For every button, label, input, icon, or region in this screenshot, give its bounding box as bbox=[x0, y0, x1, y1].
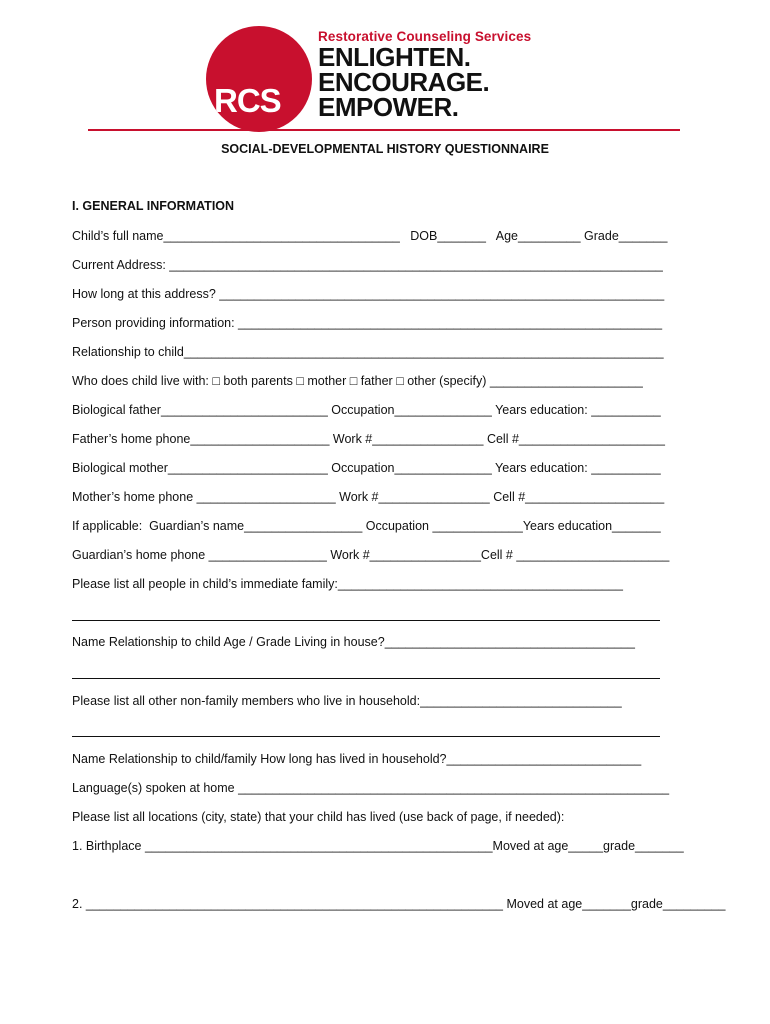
form-title: SOCIAL-DEVELOPMENTAL HISTORY QUESTIONNAIRE bbox=[221, 142, 549, 156]
field-relationship-to-child[interactable]: Relationship to child_____________________________________________________________________ bbox=[72, 345, 664, 359]
field-immediate-family[interactable]: Please list all people in child’s immediate family:_________________________________________ bbox=[72, 577, 623, 591]
field-birthplace[interactable]: 1. Birthplace __________________________________________________Moved at age_____grade_______ bbox=[72, 839, 684, 853]
blank-line[interactable] bbox=[72, 620, 660, 621]
logo-circle bbox=[206, 26, 312, 132]
field-person-providing-info[interactable]: Person providing information: _____________________________________________________________ bbox=[72, 316, 663, 330]
tagline-encourage: ENCOURAGE. bbox=[318, 67, 490, 97]
field-how-long-at-address[interactable]: How long at this address? ________________________________________________________________ bbox=[72, 287, 665, 301]
header-divider bbox=[88, 129, 680, 131]
field-current-address[interactable]: Current Address: _______________________________________________________________________ bbox=[72, 258, 663, 272]
field-non-family-members[interactable]: Please list all other non-family members who live in household:_____________________________ bbox=[72, 694, 622, 708]
tagline-empower: EMPOWER. bbox=[318, 92, 459, 122]
field-guardian[interactable]: If applicable: Guardian’s name_________________ Occupation _____________Years education_______ bbox=[72, 519, 661, 533]
field-languages[interactable]: Language(s) spoken at home ______________________________________________________________ bbox=[72, 781, 670, 795]
field-lives-with-checkboxes[interactable]: Who does child live with: □ both parents □ mother □ father □ other (specify) ______________________ bbox=[72, 374, 643, 388]
field-family-details[interactable]: Name Relationship to child Age / Grade Living in house?____________________________________ bbox=[72, 635, 635, 649]
field-household-details[interactable]: Name Relationship to child/family How long has lived in household?____________________________ bbox=[72, 752, 642, 766]
field-biological-father[interactable]: Biological father________________________ Occupation______________ Years education: __________ bbox=[72, 403, 661, 417]
field-biological-mother[interactable]: Biological mother_______________________ Occupation______________ Years education: __________ bbox=[72, 461, 661, 475]
locations-instruction: Please list all locations (city, state) that your child has lived (use back of page, if needed): bbox=[72, 810, 565, 824]
field-father-phones[interactable]: Father’s home phone____________________ Work #________________ Cell #_____________________ bbox=[72, 432, 665, 446]
blank-line[interactable] bbox=[72, 736, 660, 737]
blank-line[interactable] bbox=[72, 678, 660, 679]
logo-initials: RCS bbox=[214, 82, 281, 119]
company-name: Restorative Counseling Services bbox=[318, 29, 532, 44]
field-guardian-phones[interactable]: Guardian’s home phone _________________ Work #________________Cell # ______________________ bbox=[72, 548, 670, 562]
tagline-enlighten: ENLIGHTEN. bbox=[318, 42, 471, 72]
field-mother-phones[interactable]: Mother’s home phone ____________________ Work #________________ Cell #____________________ bbox=[72, 490, 665, 504]
field-child-name-dob-age-grade[interactable]: Child’s full name__________________________________ DOB_______ Age_________ Grade_______ bbox=[72, 229, 668, 243]
field-location-2[interactable]: 2. ____________________________________________________________ Moved at age_______grade_________ bbox=[72, 897, 726, 911]
section-heading: I. GENERAL INFORMATION bbox=[72, 199, 235, 213]
